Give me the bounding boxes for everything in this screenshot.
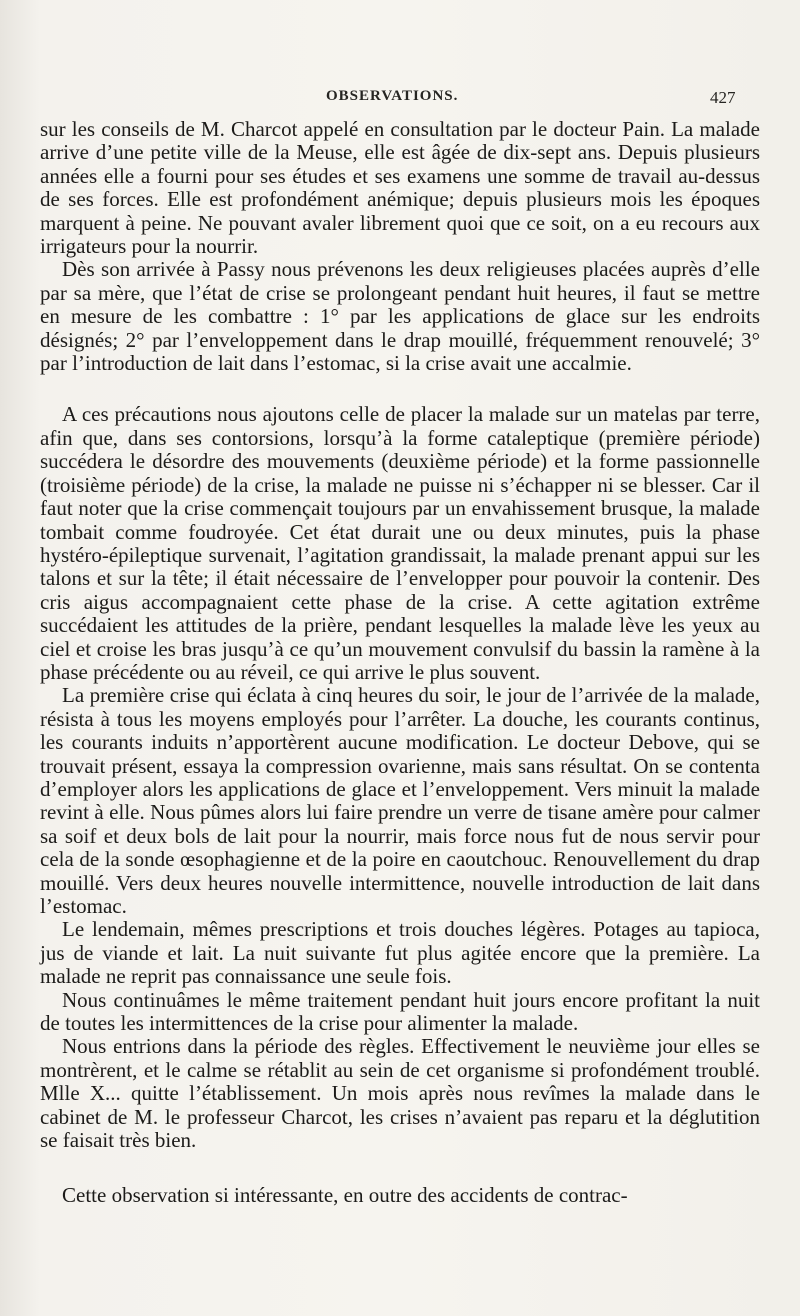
page-number: 427	[710, 88, 736, 107]
body-text	[40, 118, 760, 1208]
paragraph-3: A ces précautions nous ajoutons celle de placer la malade sur un matelas par terre, afin que, dans ses contorsions, lorsqu’à la forme cataleptique (première période) succédera le désordre des mouvements (deuxième période) et la forme passionnelle (troisième période) de la crise, la malade ne puisse ni s’échapper ni se blesser. Car il faut noter que la crise commençait toujours par un envahissement brusque, la malade tombait comme foudroyée. Cet état durait une ou deux minutes, puis la phase hystéro-épileptique survenait, l’agitation grandissait, la malade prenant appui sur les talons et sur la tête; il était nécessaire de l’envelopper pour pouvoir la contenir. Des cris aigus accompagnaient cette phase de la crise. A cette agitation extrême succédaient les attitudes de la prière, pendant lesquelles la malade lève les yeux au ciel et croise les bras jusqu’à ce qu’un mouvement convulsif du bassin la ramène à la phase précédente ou au réveil, ce qui arrive le plus souvent.	[40, 402, 760, 684]
paragraph-4: La première crise qui éclata à cinq heures du soir, le jour de l’arrivée de la malade, résista à tous les moyens employés pour l’arrêter. La douche, les courants continus, les courants induits n’apportèrent aucune modification. Le docteur Debove, qui se trouvait présent, essaya la compression ovarienne, mais sans résultat. On se contenta d’employer alors les applications de glace et l’enveloppement. Vers minuit la malade revint à elle. Nous pûmes alors lui faire prendre un verre de tisane amère pour calmer sa soif et deux bols de lait pour la nourrir, mais force nous fut de nous servir pour cela de la sonde œsophagienne et de la poire en caoutchouc. Renouvellement du drap mouillé. Vers deux heures nouvelle intermittence, nouvelle introduction de lait dans l’estomac.	[40, 683, 760, 918]
paragraph-2: Dès son arrivée à Passy nous prévenons les deux religieuses placées auprès d’elle par sa mère, que l’état de crise se prolongeant pendant huit heures, il faut se mettre en mesure de les combattre : 1° par les applications de glace sur les endroits désignés; 2° par l’enveloppement dans le drap mouillé, fréquemment renouvelé; 3° par l’introduction de lait dans l’estomac, si la crise avait une accalmie.	[40, 257, 760, 376]
paragraph-1: sur les conseils de M. Charcot appelé en consultation par le docteur Pain. La malade arrive d’une petite ville de la Meuse, elle est âgée de dix-sept ans. Depuis plusieurs années elle a fourni pour ses études et ses examens une somme de travail au-dessus de ses forces. Elle est profondément anémique; depuis plusieurs mois les époques marquent à peine. Ne pouvant avaler librement quoi que ce soit, on a eu recours aux irrigateurs pour la nourrir.	[40, 117, 760, 259]
paragraph-6: Nous continuâmes le même traitement pendant huit jours encore profitant la nuit de toutes les intermittences de la crise pour alimenter la malade.	[40, 987, 760, 1036]
paragraph-8: Cette observation si intéressante, en outre des accidents de contrac-	[62, 1183, 628, 1208]
page-header	[0, 88, 800, 112]
running-head: OBSERVATIONS.	[326, 88, 459, 104]
paragraph-5: Le lendemain, mêmes prescriptions et trois douches légères. Potages au tapioca, jus de viande et lait. La nuit suivante fut plus agitée encore que la première. La malade ne reprit pas connaissance une seule fois.	[40, 917, 760, 989]
paragraph-7: Nous entrions dans la période des règles. Effectivement le neuvième jour elles se montrèrent, et le calme se rétablit au sein de cet organisme si profondément troublé. Mlle X... quitte l’établissement. Un mois après nous revîmes la malade dans le cabinet de M. le professeur Charcot, les crises n’avaient pas reparu et la déglutition se faisait très bien.	[40, 1034, 760, 1153]
